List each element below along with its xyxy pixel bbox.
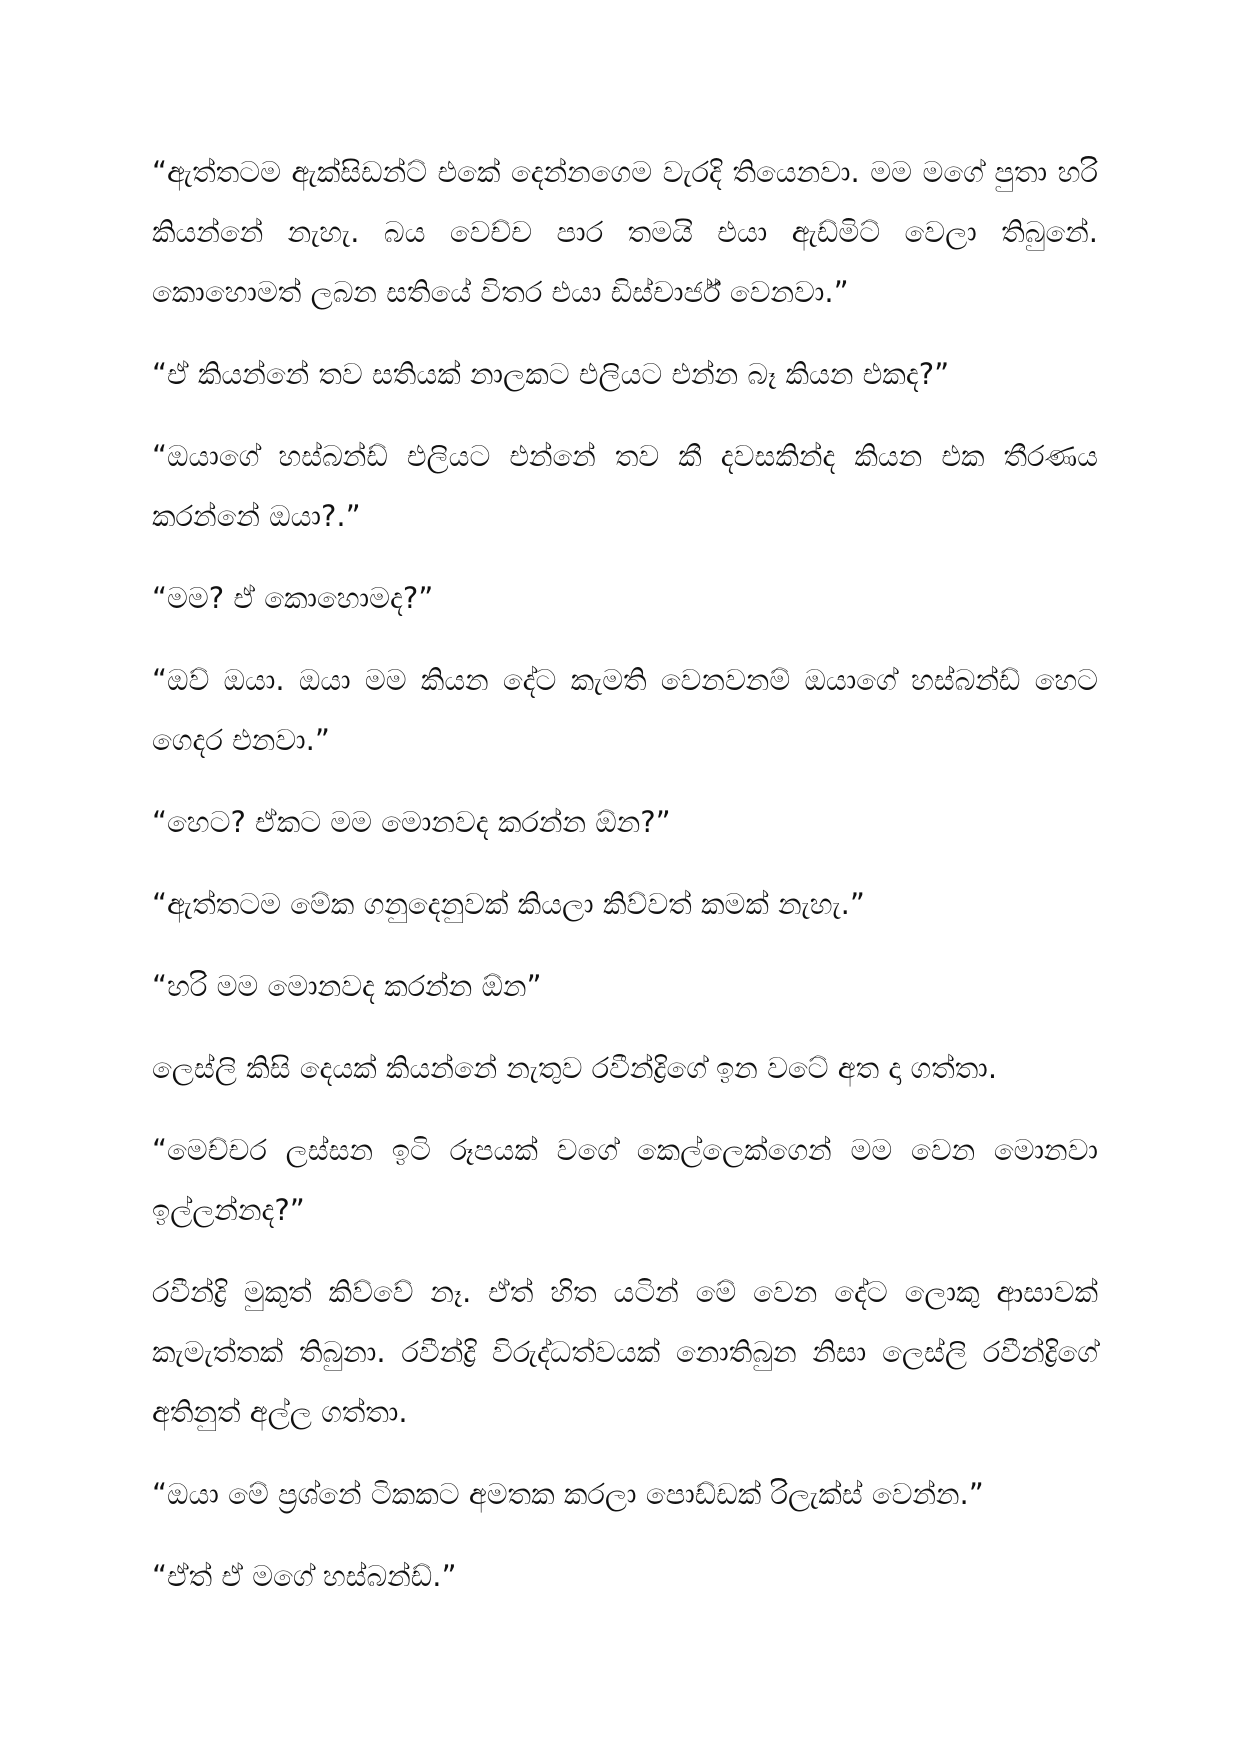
paragraph: “ඇත්තටම මේක ගනුදෙනුවක් කියලා කිව්වත් කමක් නැහැ.” [152, 887, 865, 921]
paragraph: “මම? ඒ කොහොමද?” [152, 581, 434, 615]
paragraph: රවීන්ද්‍රි මුකුත් කිව්වේ නෑ. ඒත් හිත යටින් මේ වෙන දේට ලොකු ආසාවක් කැමැත්තක් තිබුනා. රවීන්ද්‍රි විරුද්ධත්වයක් නොතිබුන නිසා ලෙස්ලි රවීන්ද්‍රිගේ අතිනුත් අල්ල ගත්තා. [152, 1275, 1098, 1429]
paragraph: “ඒත් ඒ මගේ හස්බන්ඩ්.” [152, 1559, 457, 1593]
paragraph: “ඒ කියන්නේ තව සතියක් නාලකට එලියට එන්න බෑ කියන එකද?” [152, 357, 950, 391]
paragraph: “මෙච්චර ලස්සන ඉටි රූපයක් වගේ කෙල්ලෙක්ගෙන් මම වෙන මොනවා ඉල්ලන්නද?” [152, 1133, 1098, 1227]
paragraph: ලෙස්ලි කිසි දෙයක් කියන්නේ නැතුව රවීන්ද්‍රිගේ ඉන වටේ අත දා ගත්තා. [152, 1051, 998, 1085]
paragraph: “හෙට? ඒකට මම මොනවද කරන්න ඕන?” [152, 805, 671, 839]
paragraph: “හරි මම මොනවද කරන්න ඕන” [152, 969, 542, 1003]
paragraph: “ඔයාගේ හස්බන්ඩ් එලියට එන්නේ තව කී දවසකින්ද කියන එක තීරණය කරන්නේ ඔයා?.” [152, 439, 1098, 533]
paragraph: “ඇත්තටම ඇක්සිඩන්ට් එකේ දෙන්නගෙම වැරදි තියෙනවා. මම මගේ පුතා හරි කියන්නේ නැහැ. බය වෙච්ච පාර තමයි එයා ඇඩ්මිට් වෙලා තිබුනේ. කොහොමත් ලබන සතියේ විතර එයා ඩිස්චාර්ජ් වෙනවා.” [152, 155, 1098, 309]
paragraph: “ඔව් ඔයා. ඔයා මම කියන දේට කැමති වෙනවනම් ඔයාගේ හස්බන්ඩ් හෙට ගෙදර එනවා.” [152, 663, 1098, 757]
paragraph: “ඔයා මේ ප්‍රශ්නේ ටිකකට අමතක කරලා පොඩ්ඩක් රිලැක්ස් වෙන්න.” [152, 1477, 984, 1511]
body-text [152, 142, 1098, 1628]
